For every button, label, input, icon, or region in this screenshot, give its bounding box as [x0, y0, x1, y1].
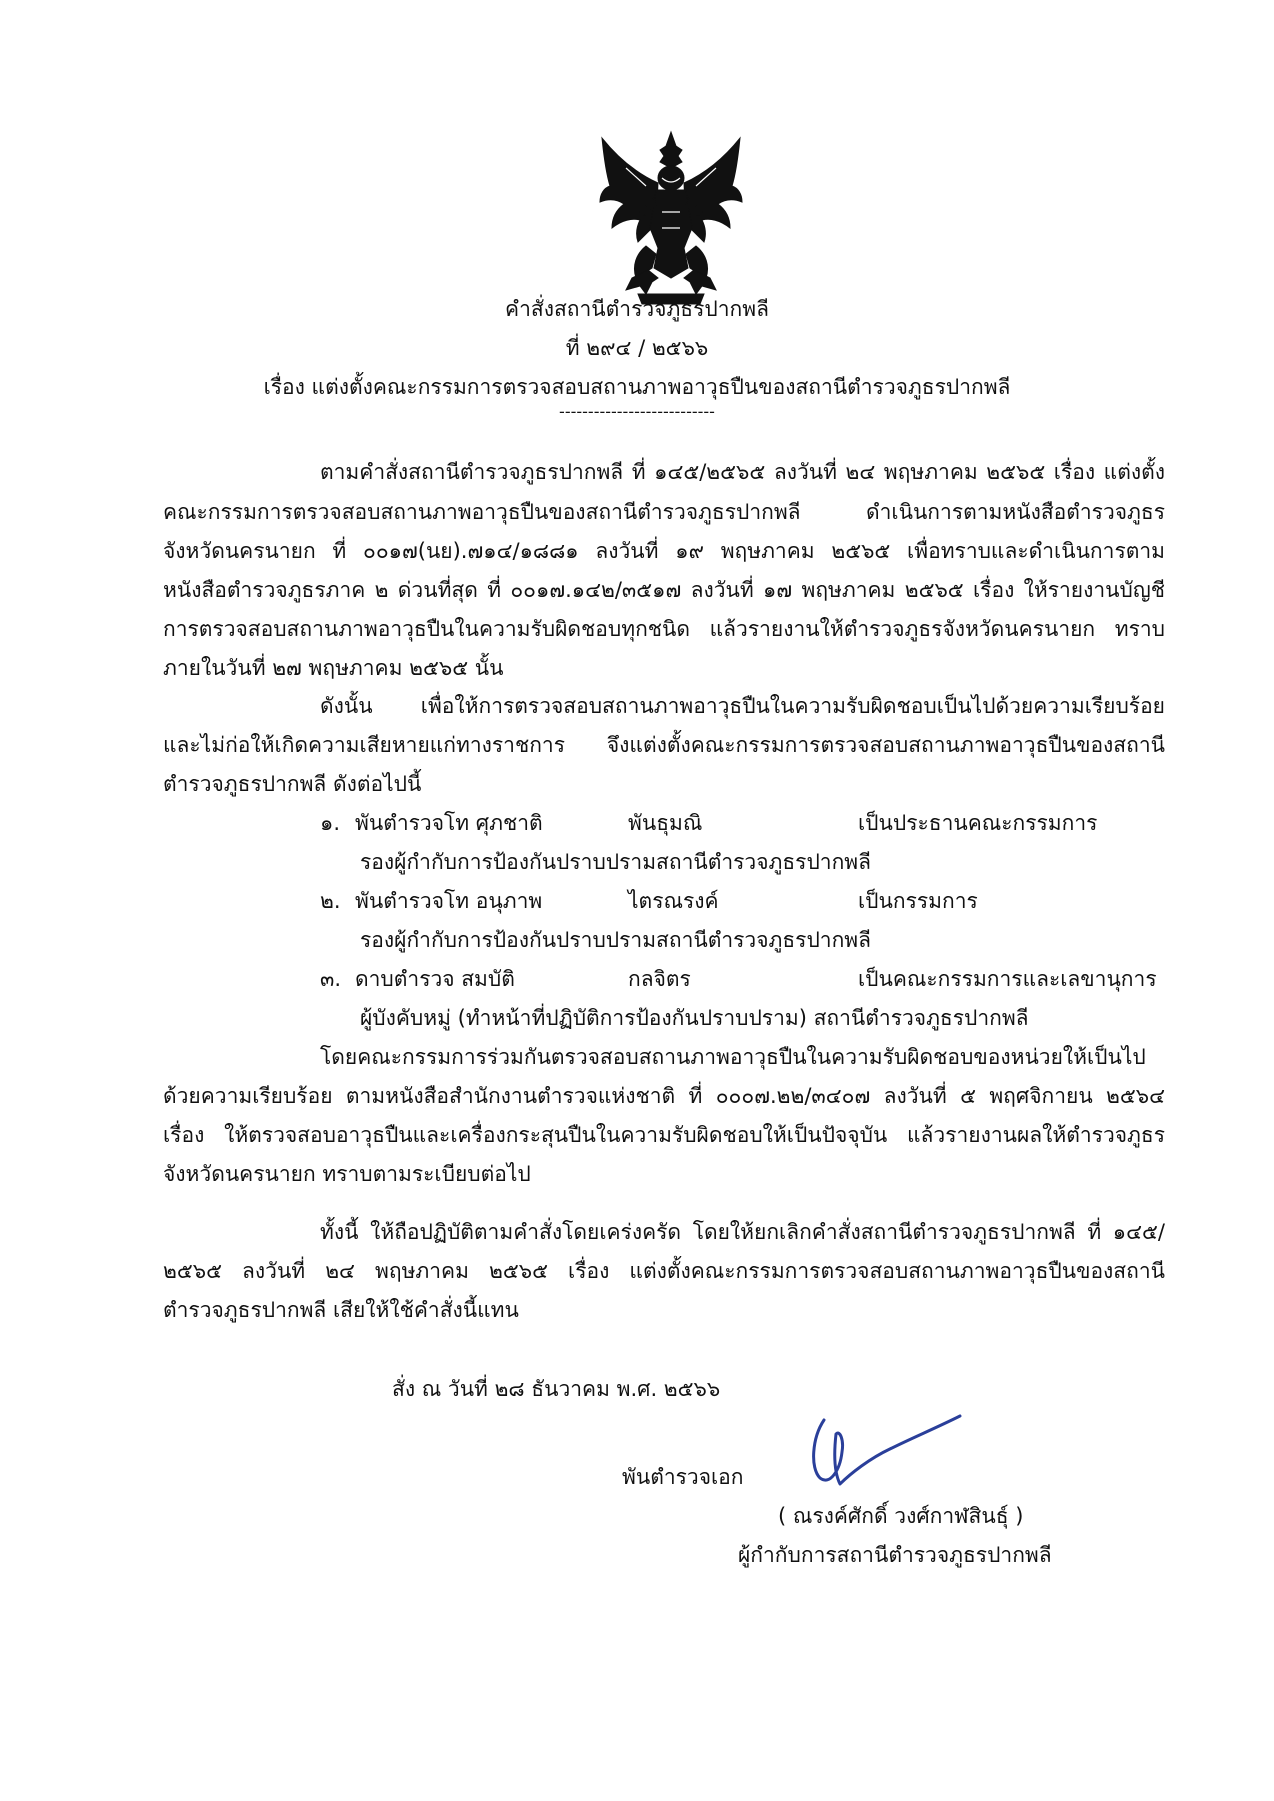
- paragraph-1-line-1: ตามคำสั่งสถานีตำรวจภูธรปากพลี ที่ ๑๔๕/๒๕๖๕ ลงวันที่ ๒๔ พฤษภาคม ๒๕๖๕ เรื่อง แต่งตั้ง: [320, 460, 1165, 484]
- paragraph-1-line-4: หนังสือตำรวจภูธรภาค ๒ ด่วนที่สุด ที่ ๐๐๑๗.๑๔๒/๓๕๑๗ ลงวันที่ ๑๗ พฤษภาคม ๒๕๖๕ เรื่อง ให้รายงานบัญชี: [163, 578, 1165, 602]
- member-role: เป็นคณะกรรมการและเลขานุการ: [858, 967, 1157, 991]
- member-surname: พันธุมณิ: [628, 811, 703, 835]
- member-role: เป็นกรรมการ: [858, 889, 978, 913]
- garuda-emblem-icon: [596, 128, 746, 308]
- header-divider: ---------------------------: [559, 402, 715, 421]
- paragraph-2-line-2: และไม่ก่อให้เกิดความเสียหายแก่ทางราชการ จึงแต่งตั้งคณะกรรมการตรวจสอบสถานภาพอาวุธปืนของสถานี: [163, 733, 1165, 757]
- handwritten-signature-icon: [800, 1412, 970, 1502]
- member-rank-name: ดาบตำรวจ สมบัติ: [355, 967, 515, 991]
- paragraph-3-line-1: โดยคณะกรรมการร่วมกันตรวจสอบสถานภาพอาวุธปืนในความรับผิดชอบของหน่วยให้เป็นไป: [320, 1045, 1146, 1069]
- member-surname: ไตรณรงค์: [628, 889, 719, 913]
- paragraph-1-line-2: คณะกรรมการตรวจสอบสถานภาพอาวุธปืนของสถานีตำรวจภูธรปากพลี ดำเนินการตามหนังสือตำรวจภูธร: [163, 500, 1165, 524]
- signer-position: ผู้กำกับการสถานีตำรวจภูธรปากพลี: [738, 1543, 1052, 1567]
- paragraph-3-line-3: เรื่อง ให้ตรวจสอบอาวุธปืนและเครื่องกระสุนปืนในความรับผิดชอบให้เป็นปัจจุบัน แล้วรายงานผลให้ตำรวจภูธร: [163, 1123, 1165, 1147]
- member-position: ผู้บังคับหมู่ (ทำหน้าที่ปฏิบัติการป้องกันปราบปราม) สถานีตำรวจภูธรปากพลี: [360, 1006, 1029, 1030]
- member-position: รองผู้กำกับการป้องกันปราบปรามสถานีตำรวจภูธรปากพลี: [360, 928, 872, 952]
- member-number: ๑.: [320, 811, 341, 835]
- paragraph-4-line-3: ตำรวจภูธรปากพลี เสียให้ใช้คำสั่งนี้แทน: [163, 1298, 519, 1322]
- member-surname: กลจิตร: [628, 967, 691, 991]
- paragraph-1-line-3: จังหวัดนครนายก ที่ ๐๐๑๗(นย).๗๑๔/๑๘๘๑ ลงวันที่ ๑๙ พฤษภาคม ๒๕๖๕ เพื่อทราบและดำเนินการตาม: [163, 539, 1165, 563]
- order-number: ที่ ๒๙๔ / ๒๕๖๖: [565, 336, 709, 360]
- member-role: เป็นประธานคณะกรรมการ: [858, 811, 1098, 835]
- signer-rank: พันตำรวจเอก: [622, 1465, 744, 1489]
- paragraph-1-line-5: การตรวจสอบสถานภาพอาวุธปืนในความรับผิดชอบทุกชนิด แล้วรายงานให้ตำรวจภูธรจังหวัดนครนายก ทราบ: [163, 617, 1165, 641]
- paragraph-2-line-1: ดังนั้น เพื่อให้การตรวจสอบสถานภาพอาวุธปืนในความรับผิดชอบเป็นไปด้วยความเรียบร้อย: [320, 694, 1165, 718]
- order-title: คำสั่งสถานีตำรวจภูธรปากพลี: [505, 297, 769, 321]
- signer-name: ( ณรงค์ศักดิ์ วงศ์กาฬสินธุ์ ): [778, 1504, 1024, 1528]
- member-number: ๒.: [320, 889, 341, 913]
- paragraph-2-line-3: ตำรวจภูธรปากพลี ดังต่อไปนี้: [163, 772, 422, 796]
- member-position: รองผู้กำกับการป้องกันปราบปรามสถานีตำรวจภูธรปากพลี: [360, 850, 872, 874]
- paragraph-3-line-4: จังหวัดนครนายก ทราบตามระเบียบต่อไป: [163, 1162, 531, 1186]
- order-date: สั่ง ณ วันที่ ๒๘ ธันวาคม พ.ศ. ๒๕๖๖: [392, 1377, 721, 1401]
- paragraph-4-line-2: ๒๕๖๕ ลงวันที่ ๒๔ พฤษภาคม ๒๕๖๕ เรื่อง แต่งตั้งคณะกรรมการตรวจสอบสถานภาพอาวุธปืนของสถานี: [163, 1259, 1165, 1283]
- paragraph-4-line-1: ทั้งนี้ ให้ถือปฏิบัติตามคำสั่งโดยเคร่งครัด โดยให้ยกเลิกคำสั่งสถานีตำรวจภูธรปากพลี ที่ ๑๔๕/: [320, 1220, 1165, 1244]
- member-number: ๓.: [320, 967, 342, 991]
- order-subject: เรื่อง แต่งตั้งคณะกรรมการตรวจสอบสถานภาพอาวุธปืนของสถานีตำรวจภูธรปากพลี: [263, 375, 1011, 399]
- paragraph-3-line-2: ด้วยความเรียบร้อย ตามหนังสือสำนักงานตำรวจแห่งชาติ ที่ ๐๐๐๗.๒๒/๓๔๐๗ ลงวันที่ ๕ พฤศจิกายน ๒๕๖๔: [163, 1084, 1165, 1108]
- paragraph-1-line-6: ภายในวันที่ ๒๗ พฤษภาคม ๒๕๖๕ นั้น: [163, 656, 504, 680]
- member-rank-name: พันตำรวจโท ศุภชาติ: [355, 811, 543, 835]
- member-rank-name: พันตำรวจโท อนุภาพ: [355, 889, 543, 913]
